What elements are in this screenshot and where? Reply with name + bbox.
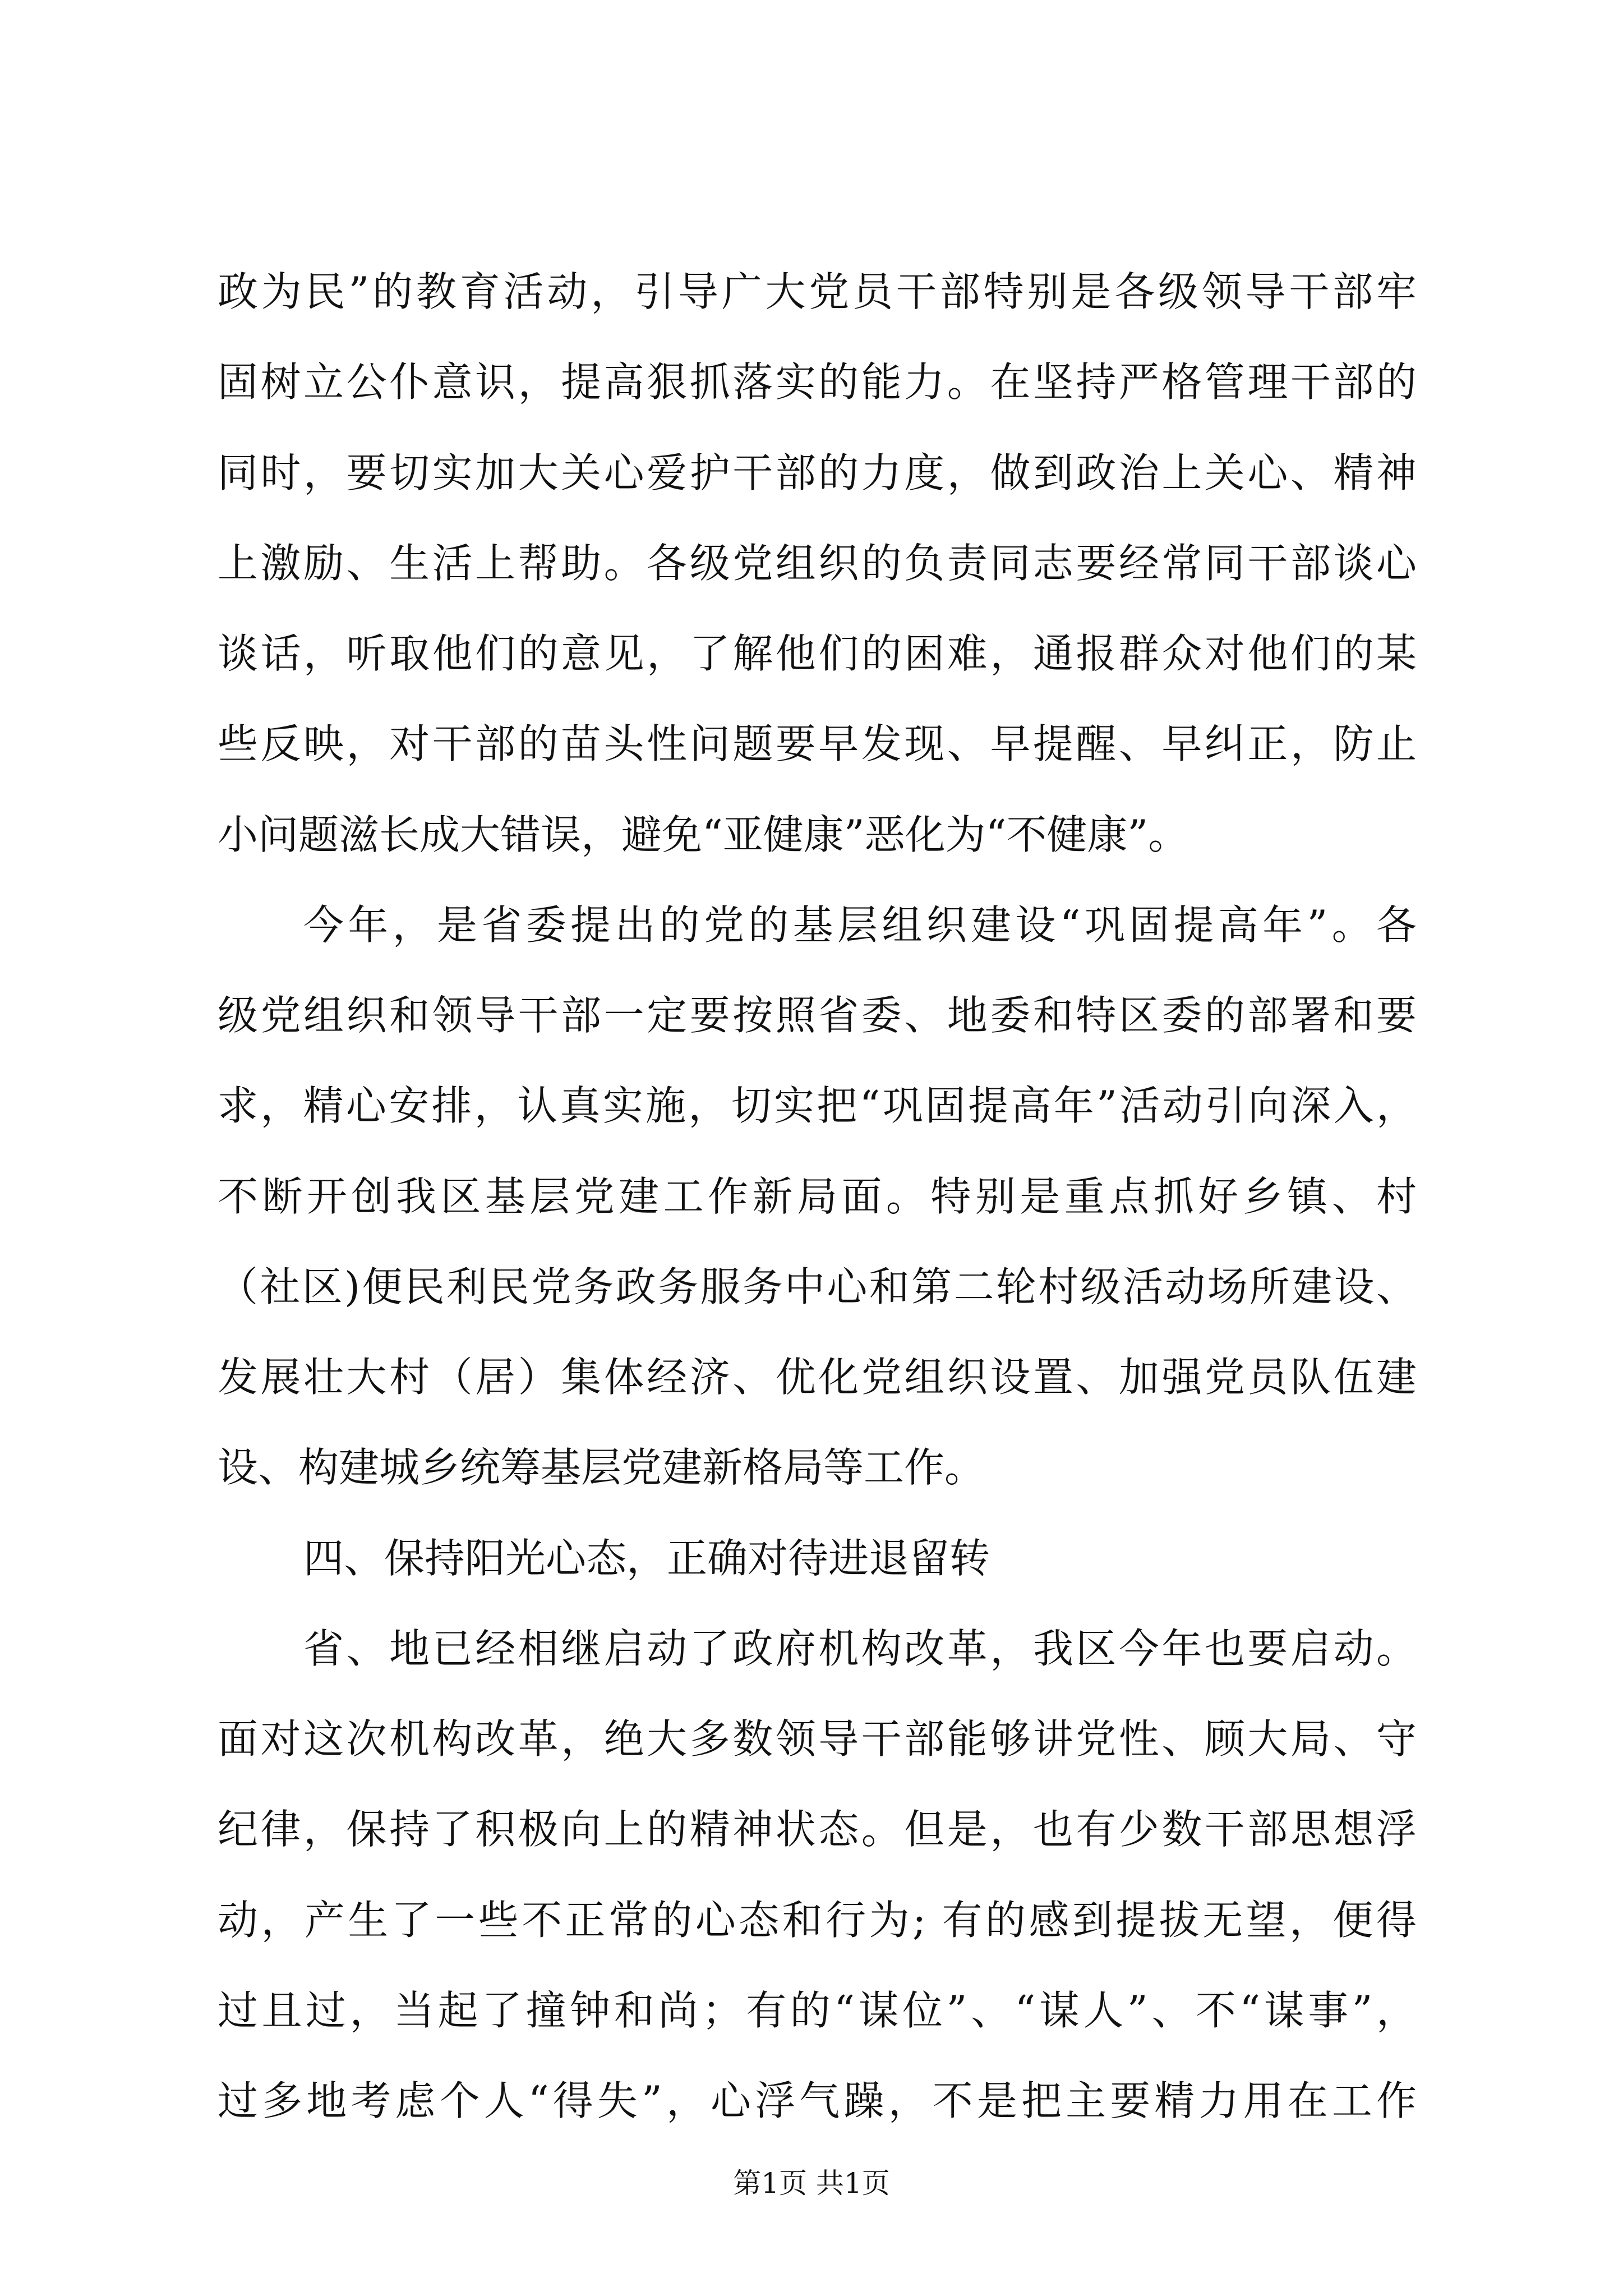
text-line: 固树立公仆意识，提高狠抓落实的能力。在坚持严格管理干部的	[218, 358, 1417, 406]
text-line: 谈话，听取他们的意见，了解他们的困难，通报群众对他们的某	[218, 630, 1417, 677]
text-line: 些反映，对干部的苗头性问题要早发现、早提醒、早纠正，防止	[218, 720, 1417, 768]
text-line: 政为民”的教育活动，引导广大党员干部特别是各级领导干部牢	[218, 268, 1417, 315]
section-heading-text: 四、保持阳光心态，正确对待进退留转	[303, 1534, 990, 1582]
text-line: 今年，是省委提出的党的基层组织建设“巩固提高年”。各	[303, 901, 1417, 949]
paragraph	[218, 1604, 1417, 2147]
body-text	[218, 247, 1417, 2146]
text-line: 纪律，保持了积极向上的精神状态。但是，也有少数干部思想浮	[218, 1806, 1417, 1853]
text-line: 省、地已经相继启动了政府机构改革，我区今年也要启动。	[303, 1625, 1417, 1672]
text-line: 过多地考虑个人“得失”，心浮气躁，不是把主要精力用在工作	[218, 2077, 1417, 2124]
text-line: 动，产生了一些不正常的心态和行为; 有的感到提拔无望，便得	[218, 1896, 1417, 1944]
text-line: 小问题滋长成大错误，避免“亚健康”恶化为“不健康”。	[218, 811, 1189, 858]
paragraph	[218, 880, 1417, 1513]
section-heading	[218, 1513, 1417, 1604]
page-footer: 第1页 共1页	[733, 2167, 890, 2200]
text-line: 求，精心安排，认真实施，切实把“巩固提高年”活动引向深入，	[218, 1082, 1417, 1130]
paragraph	[218, 247, 1417, 880]
text-line: 过且过，当起了撞钟和尚；有的“谋位”、“谋人”、不“谋事”，	[218, 1986, 1417, 2034]
text-line: 不断开创我区基层党建工作新局面。特别是重点抓好乡镇、村	[218, 1172, 1417, 1220]
text-line: 面对这次机构改革，绝大多数领导干部能够讲党性、顾大局、守	[218, 1715, 1417, 1763]
text-line: （社区)便民利民党务政务服务中心和第二轮村级活动场所建设、	[218, 1263, 1417, 1310]
text-line: 上激励、生活上帮助。各级党组织的负责同志要经常同干部谈心	[218, 539, 1417, 587]
text-line: 设、构建城乡统筹基层党建新格局等工作。	[218, 1444, 985, 1492]
text-line: 发展壮大村（居）集体经济、优化党组织设置、加强党员队伍建	[218, 1354, 1417, 1401]
text-line: 同时，要切实加大关心爱护干部的力度，做到政治上关心、精神	[218, 449, 1417, 496]
text-line: 级党组织和领导干部一定要按照省委、地委和特区委的部署和要	[218, 992, 1417, 1039]
